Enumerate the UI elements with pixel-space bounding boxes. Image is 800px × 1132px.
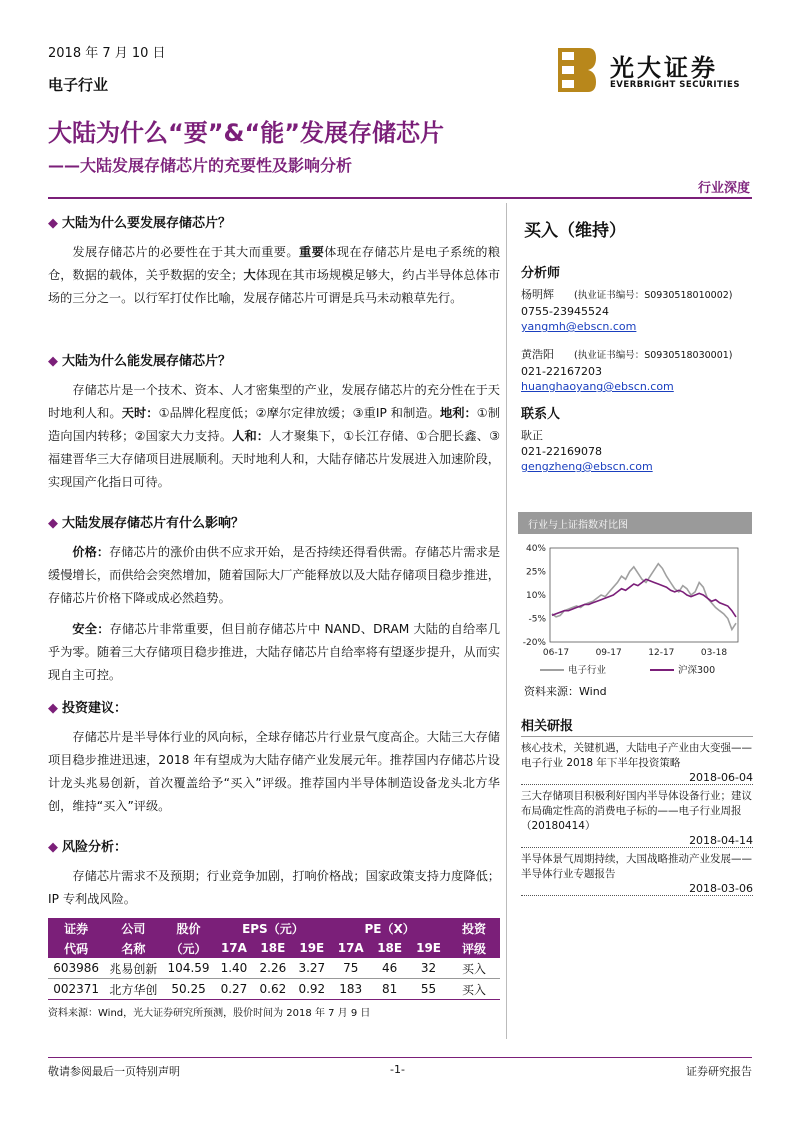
table-cell: 81 <box>382 982 398 996</box>
report-date: 2018-04-14 <box>521 834 753 848</box>
section-heading: 大陆发展存储芯片有什么影响？ <box>62 516 245 531</box>
column-divider <box>506 203 507 1039</box>
table-header: 19E <box>409 938 448 958</box>
paragraph <box>48 726 500 818</box>
contact-email-link[interactable]: gengzheng@ebscn.com <box>521 460 653 473</box>
analyst-email-link[interactable]: huanghaoyang@ebscn.com <box>521 380 674 393</box>
report-date: 2018 年 7 月 10 日 <box>48 46 166 61</box>
footer-disclaimer: 敬请参阅最后一页特别声明 <box>48 1065 180 1078</box>
table-header: 18E <box>370 938 409 958</box>
related-heading: 相关研报 <box>521 715 753 737</box>
table-cell: 3.27 <box>292 958 331 979</box>
section-heading: 投资建议： <box>62 701 128 716</box>
text-run: ①品牌化程度低；②摩尔定律放缓；③重IP 和制造。 <box>158 406 440 420</box>
table-header: 证券 <box>48 918 104 938</box>
chart-title: 行业与上证指数对比图 <box>518 512 752 534</box>
analyst-cert: (执业证书编号：S0930518010002) <box>574 290 733 301</box>
text-run: ①制造向国内转移；②国家大力支持。 <box>48 406 501 443</box>
table-row <box>48 958 500 979</box>
contact-phone: 021-22169078 <box>521 445 602 458</box>
y-tick-label: 10% <box>525 591 546 601</box>
paragraph <box>48 865 500 911</box>
table-cell: 北方华创 <box>109 982 158 997</box>
text-run: 存储芯片的涨价由供不应求开始，是否持续还得看供需。存储芯片需求是缓慢增长，而供给会突然增加，随着国际大厂产能释放以及大陆存储项目稳步推进，存储芯片价格下降或成必然趋势。 <box>48 545 501 605</box>
table-header: PE（X） <box>331 918 448 938</box>
contact-heading: 联系人 <box>521 407 561 422</box>
index-comparison-chart <box>518 512 752 697</box>
table-cell: 32 <box>409 958 448 979</box>
report-title: 大陆为什么“要”&“能”发展存储芯片 <box>48 119 445 147</box>
y-tick-label: 40% <box>525 544 546 554</box>
series-line <box>552 579 736 617</box>
paragraph <box>48 241 500 310</box>
table-header: EPS（元） <box>215 918 332 938</box>
bold-text: 价格： <box>72 545 110 559</box>
legend-label: 沪深300 <box>678 665 716 676</box>
diamond-bullet-icon: ◆ <box>48 516 58 531</box>
section-why-can <box>48 350 500 494</box>
table-header: 17A <box>215 938 254 958</box>
logo-text-cn: 光大证券 <box>610 53 718 82</box>
table-cell: 0.27 <box>220 982 248 996</box>
table-cell: 002371 <box>53 982 100 996</box>
bold-text: 人和： <box>232 429 270 443</box>
contact-name: 耿正 <box>521 429 543 442</box>
report-date: 2018-06-04 <box>521 771 753 785</box>
chart-source: 资料来源：Wind <box>524 685 607 698</box>
report-subtitle: ——大陆发展存储芯片的充要性及影响分析 <box>48 156 353 175</box>
x-tick-label: 03-18 <box>700 648 728 658</box>
logo-text-en: EVERBRIGHT SECURITIES <box>610 80 740 90</box>
table-source: 资料来源：Wind，光大证券研究所预测，股价时间为 2018 年 7 月 9 日 <box>48 1008 371 1019</box>
stock-table-block <box>48 918 500 1019</box>
text-run: 存储芯片是一个技术、资本、人才密集型的产业，发展存储芯片的充分性在于天时地利人和。 <box>48 383 500 420</box>
bold-text: 地利： <box>439 406 477 420</box>
plot-frame <box>550 548 738 642</box>
diamond-bullet-icon: ◆ <box>48 216 58 231</box>
diamond-bullet-icon: ◆ <box>48 840 58 855</box>
bold-text: 大 <box>243 268 256 282</box>
text-run: 人才聚集下，①长江存储、①合肥长鑫、③福建晋华三大存储项目进展顺利。天时地利人和，大陆存储芯片发展进入加速阶段，实现国产化指日可待。 <box>48 429 500 489</box>
header-divider <box>48 197 752 199</box>
section-heading: 风险分析： <box>62 840 128 855</box>
series-line <box>552 564 736 630</box>
diamond-bullet-icon: ◆ <box>48 701 58 716</box>
line-chart <box>518 534 752 694</box>
footer-report-type: 证券研究报告 <box>686 1065 752 1078</box>
table-cell: 46 <box>370 958 409 979</box>
table-cell: 50.25 <box>171 982 206 996</box>
analyst-phone: 021-22167203 <box>521 365 602 378</box>
text-run: 发展存储芯片的必要性在于其大而重要。 <box>72 245 299 259</box>
section-risk <box>48 836 500 911</box>
legend-label: 电子行业 <box>568 665 607 676</box>
analyst-heading: 分析师 <box>521 266 561 281</box>
table-header: 名称 <box>104 938 162 958</box>
footer-divider <box>48 1057 752 1058</box>
analyst-name: 杨明辉 <box>521 288 554 301</box>
table-cell: 2.26 <box>253 958 292 979</box>
table-cell: 0.92 <box>298 982 326 996</box>
analyst-name: 黄浩阳 <box>521 348 554 361</box>
text-run: 体现在存储芯片是电子系统的粮仓，数据的载体，关乎数据的安全； <box>48 245 501 282</box>
page-number: -1- <box>390 1063 405 1076</box>
analyst-cert: (执业证书编号：S0930518030001) <box>574 350 733 361</box>
x-tick-label: 09-17 <box>595 648 622 658</box>
y-tick-label: -20% <box>522 638 546 648</box>
report-date: 2018-03-06 <box>521 882 753 896</box>
text-run: 存储芯片非常重要，但目前存储芯片中 NAND、DRAM 大陆的自给率几乎为零。随着三大存储项目稳步推进，大陆存储芯片自给率将有望逐步提升，从而实现自主可控。 <box>48 622 501 682</box>
table-header: 17A <box>331 938 370 958</box>
diamond-bullet-icon: ◆ <box>48 354 58 369</box>
related-reports <box>521 715 753 896</box>
table-header: 股价 <box>163 918 215 938</box>
table-header: 代码 <box>48 938 104 958</box>
section-impact <box>48 512 500 687</box>
paragraph <box>48 618 500 687</box>
bold-text: 重要 <box>298 245 325 259</box>
table-header: 19E <box>292 938 331 958</box>
rating: 买入（维持） <box>524 221 626 241</box>
table-cell: 1.40 <box>215 958 254 979</box>
table-cell: 183 <box>339 982 363 996</box>
y-tick-label: -5% <box>528 614 546 625</box>
report-type-tag: 行业深度 <box>697 181 750 196</box>
stock-table <box>48 918 500 999</box>
table-header: 投资 <box>448 918 500 938</box>
table-header: 评级 <box>448 938 500 958</box>
analyst-block <box>521 262 753 473</box>
table-cell: 104.59 <box>163 958 215 979</box>
y-tick-label: 25% <box>525 567 546 578</box>
x-tick-label: 12-17 <box>648 648 675 658</box>
text-run: 存储芯片需求不及预期；行业竞争加剧，打响价格战；国家政策支持力度降低；IP 专利战风险。 <box>48 869 500 906</box>
bold-text: 天时： <box>121 406 159 420</box>
table-cell: 买入 <box>462 982 487 997</box>
bold-text: 安全： <box>72 622 110 636</box>
report-link[interactable]: 三大存储项目积极利好国内半导体设备行业；建议布局确定性高的消费电子标的——电子行业周报（20180414） <box>521 790 752 832</box>
section-heading: 大陆为什么能发展存储芯片？ <box>62 354 232 369</box>
industry-label: 电子行业 <box>48 76 109 94</box>
table-cell: 兆易创新 <box>104 958 162 979</box>
table-cell: 买入 <box>448 958 500 979</box>
company-logo <box>558 46 758 96</box>
analyst-phone: 0755-23945524 <box>521 305 609 318</box>
text-run: 存储芯片是半导体行业的风向标，全球存储芯片行业景气度高企。大陆三大存储项目稳步推进迅速，2018 年有望成为大陆存储产业发展元年。推荐国内存储芯片设计龙头兆易创新，首次覆盖给予“买入”评级。推荐国内半导体制造设备龙头北方华创，维持“买入”评级。 <box>48 730 500 813</box>
report-link[interactable]: 半导体景气周期持续，大国战略推动产业发展——半导体行业专题报告 <box>521 853 752 880</box>
table-header: 公司 <box>104 918 162 938</box>
table-cell: 75 <box>331 958 370 979</box>
everbright-logo-icon <box>558 46 598 94</box>
table-cell: 603986 <box>48 958 104 979</box>
x-tick-label: 06-17 <box>542 648 570 658</box>
section-why-need <box>48 212 500 310</box>
analyst-email-link[interactable]: yangmh@ebscn.com <box>521 320 637 333</box>
paragraph <box>48 379 500 494</box>
table-cell: 55 <box>420 982 437 996</box>
table-header: 18E <box>253 938 292 958</box>
report-link[interactable]: 核心技术，关键机遇，大陆电子产业由大变强——电子行业 2018 年下半年投资策略 <box>521 742 752 769</box>
section-investment <box>48 697 500 818</box>
table-header: （元） <box>163 938 215 958</box>
paragraph <box>48 541 500 610</box>
text-run: 体现在其市场规模足够大，约占半导体总体市场的三分之一。以行军打仗作比喻，发展存储芯片可谓是兵马未动粮草先行。 <box>48 268 501 305</box>
table-cell: 0.62 <box>259 982 287 996</box>
section-heading: 大陆为什么要发展存储芯片？ <box>62 216 232 231</box>
table-row <box>48 979 500 1000</box>
